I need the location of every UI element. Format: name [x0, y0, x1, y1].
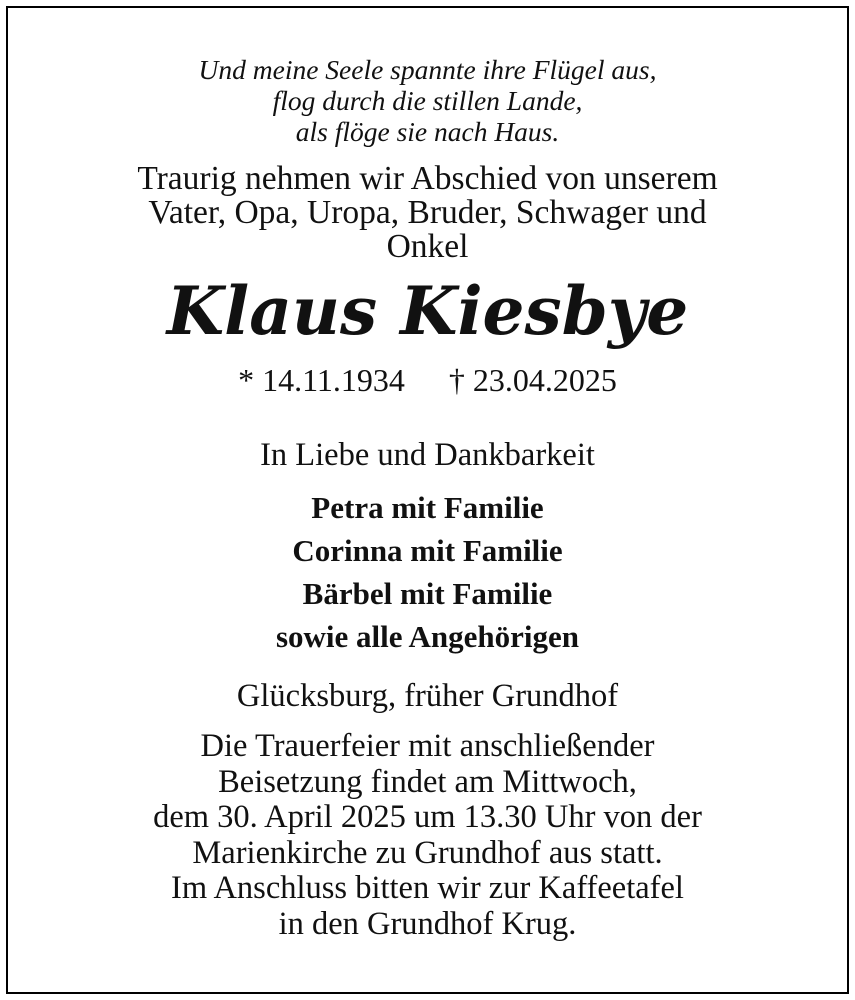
- place-line: Glücksburg, früher Grundhof: [236, 678, 619, 714]
- deceased-name: Klaus Kiesbye: [166, 272, 689, 350]
- service-line: Marienkirche zu Grundhof aus statt.: [192, 834, 663, 871]
- service-line: dem 30. April 2025 um 13.30 Uhr von der: [153, 799, 702, 835]
- intro-text: [0, 162, 855, 264]
- birth-date: * 14.11.1934: [238, 362, 405, 398]
- motto-line: flog durch die stillen Lande,: [272, 85, 583, 116]
- life-dates: [0, 360, 855, 400]
- service-line: Die Trauerfeier mit anschließender: [200, 728, 655, 764]
- death-date: † 23.04.2025: [448, 362, 617, 398]
- service-line: Im Anschluss bitten wir zur Kaffeetafel: [171, 870, 684, 906]
- motto-poem: [0, 54, 855, 147]
- intro-line: Vater, Opa, Uropa, Bruder, Schwager und: [148, 194, 707, 231]
- intro-line: Traurig nehmen wir Abschied von unserem: [137, 160, 718, 197]
- mourner-entry: Petra mit Familie: [311, 490, 544, 525]
- mourner-entry: Corinna mit Familie: [292, 533, 563, 568]
- service-details: [0, 729, 855, 942]
- intro-line: Onkel: [386, 228, 469, 265]
- mourners-list: [0, 486, 855, 658]
- service-line: in den Grundhof Krug.: [278, 905, 577, 942]
- motto-line: Und meine Seele spannte ihre Flügel aus,: [198, 54, 657, 85]
- mourner-entry: Bärbel mit Familie: [302, 576, 553, 611]
- dedication: In Liebe und Dankbarkeit: [260, 437, 595, 473]
- service-line: Beisetzung findet am Mittwoch,: [218, 763, 637, 800]
- motto-line: als flöge sie nach Haus.: [295, 116, 560, 147]
- mourner-entry: sowie alle Angehörigen: [275, 619, 580, 654]
